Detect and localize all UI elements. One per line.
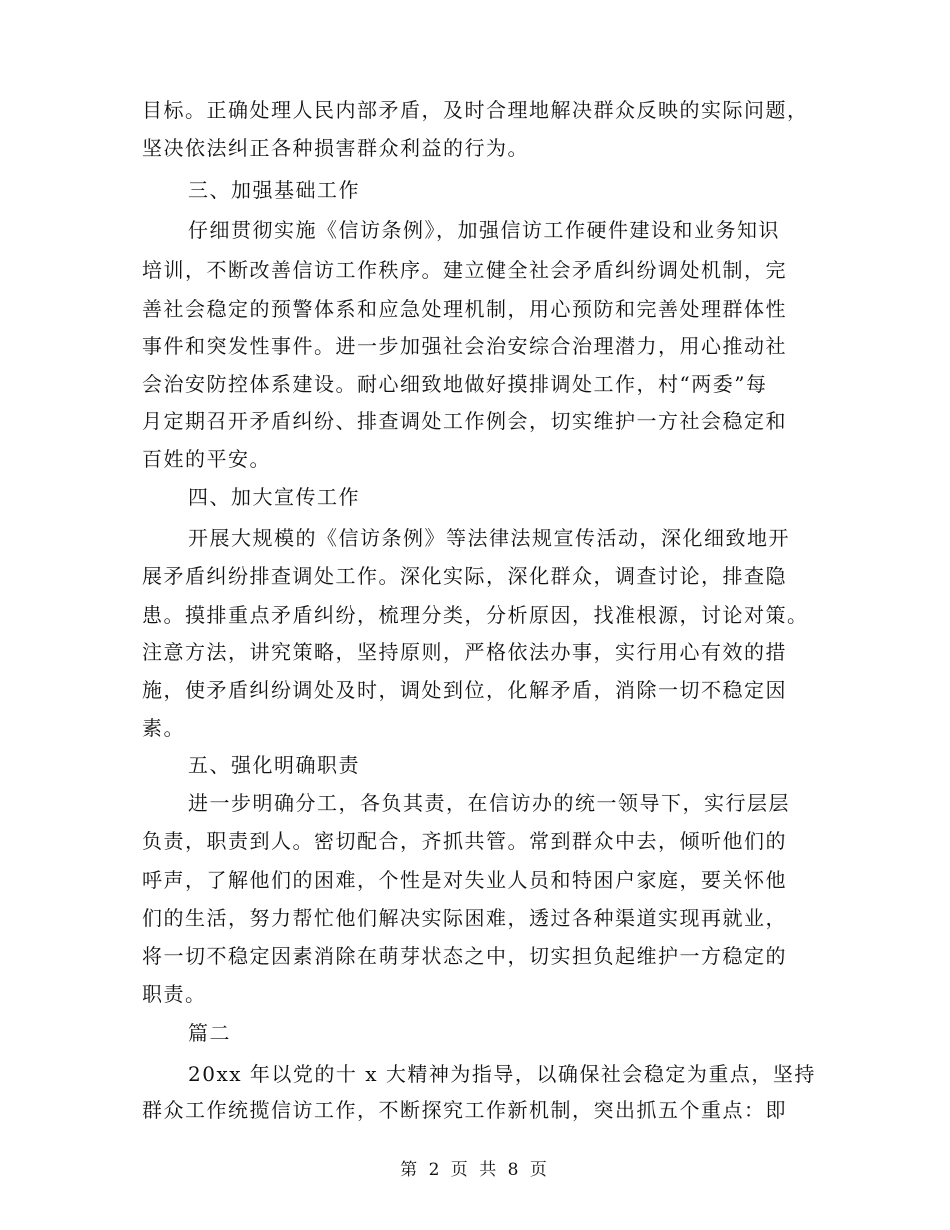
body-line: 们的生活，努力帮忙他们解决实际困难，透过各种渠道实现再就业，: [142, 906, 787, 930]
body-line: 善社会稳定的预警体系和应急处理机制，用心预防和完善处理群体性: [142, 297, 787, 321]
body-line: 群众工作统揽信访工作，不断探究工作新机制，突出抓五个重点：即: [142, 1098, 787, 1122]
body-line: 培训，不断改善信访工作秩序。建立健全社会矛盾纠纷调处机制，完: [142, 258, 787, 282]
body-line: 月定期召开矛盾纠纷、排查调处工作例会，切实维护一方社会稳定和: [142, 409, 787, 433]
section-heading: 三、加强基础工作: [188, 178, 360, 202]
body-line: 素。: [142, 716, 185, 740]
body-line: 将一切不稳定因素消除在萌芽状态之中，切实担负起维护一方稳定的: [142, 944, 787, 968]
body-line: 呼声，了解他们的困难，个性是对失业人员和特困户家庭，要关怀他: [142, 868, 787, 892]
body-line: 20xx 年以党的十 x 大精神为指导，以确保社会稳定为重点，坚持: [188, 1062, 816, 1086]
body-line: 职责。: [142, 982, 207, 1006]
body-line: 注意方法，讲究策略，坚持原则，严格依法办事，实行用心有效的措: [142, 640, 787, 664]
body-line: 事件和突发性事件。进一步加强社会治安综合治理潜力，用心推动社: [142, 334, 787, 358]
body-line: 仔细贯彻实施《信访条例》，加强信访工作硬件建设和业务知识: [188, 218, 780, 242]
part-heading: 篇二: [188, 1021, 231, 1045]
body-line: 患。摸排重点矛盾纠纷，梳理分类，分析原因，找准根源，讨论对策。: [142, 603, 809, 627]
body-line: 负责，职责到人。密切配合，齐抓共管。常到群众中去，倾听他们的: [142, 829, 787, 853]
body-line: 进一步明确分工，各负其责，在信访办的统一领导下，实行层层: [188, 791, 790, 815]
section-heading: 四、加大宣传工作: [188, 485, 360, 509]
body-line: 开展大规模的《信访条例》等法律法规宣传活动，深化细致地开: [188, 526, 790, 550]
section-heading: 五、强化明确职责: [188, 753, 360, 777]
page-footer: 第 2 页 共 8 页: [400, 1160, 550, 1180]
body-line: 百姓的平安。: [142, 447, 271, 471]
body-line: 展矛盾纠纷排查调处工作。深化实际，深化群众，调查讨论，排查隐: [142, 564, 787, 588]
body-line: 目标。正确处理人民内部矛盾，及时合理地解决群众反映的实际问题，: [142, 98, 809, 122]
body-line: 会治安防控体系建设。耐心细致地做好摸排调处工作，村“两委”每: [142, 372, 768, 396]
body-line: 坚决依法纠正各种损害群众利益的行为。: [142, 136, 529, 160]
body-line: 施，使矛盾纠纷调处及时，调处到位，化解矛盾，消除一切不稳定因: [142, 678, 787, 702]
